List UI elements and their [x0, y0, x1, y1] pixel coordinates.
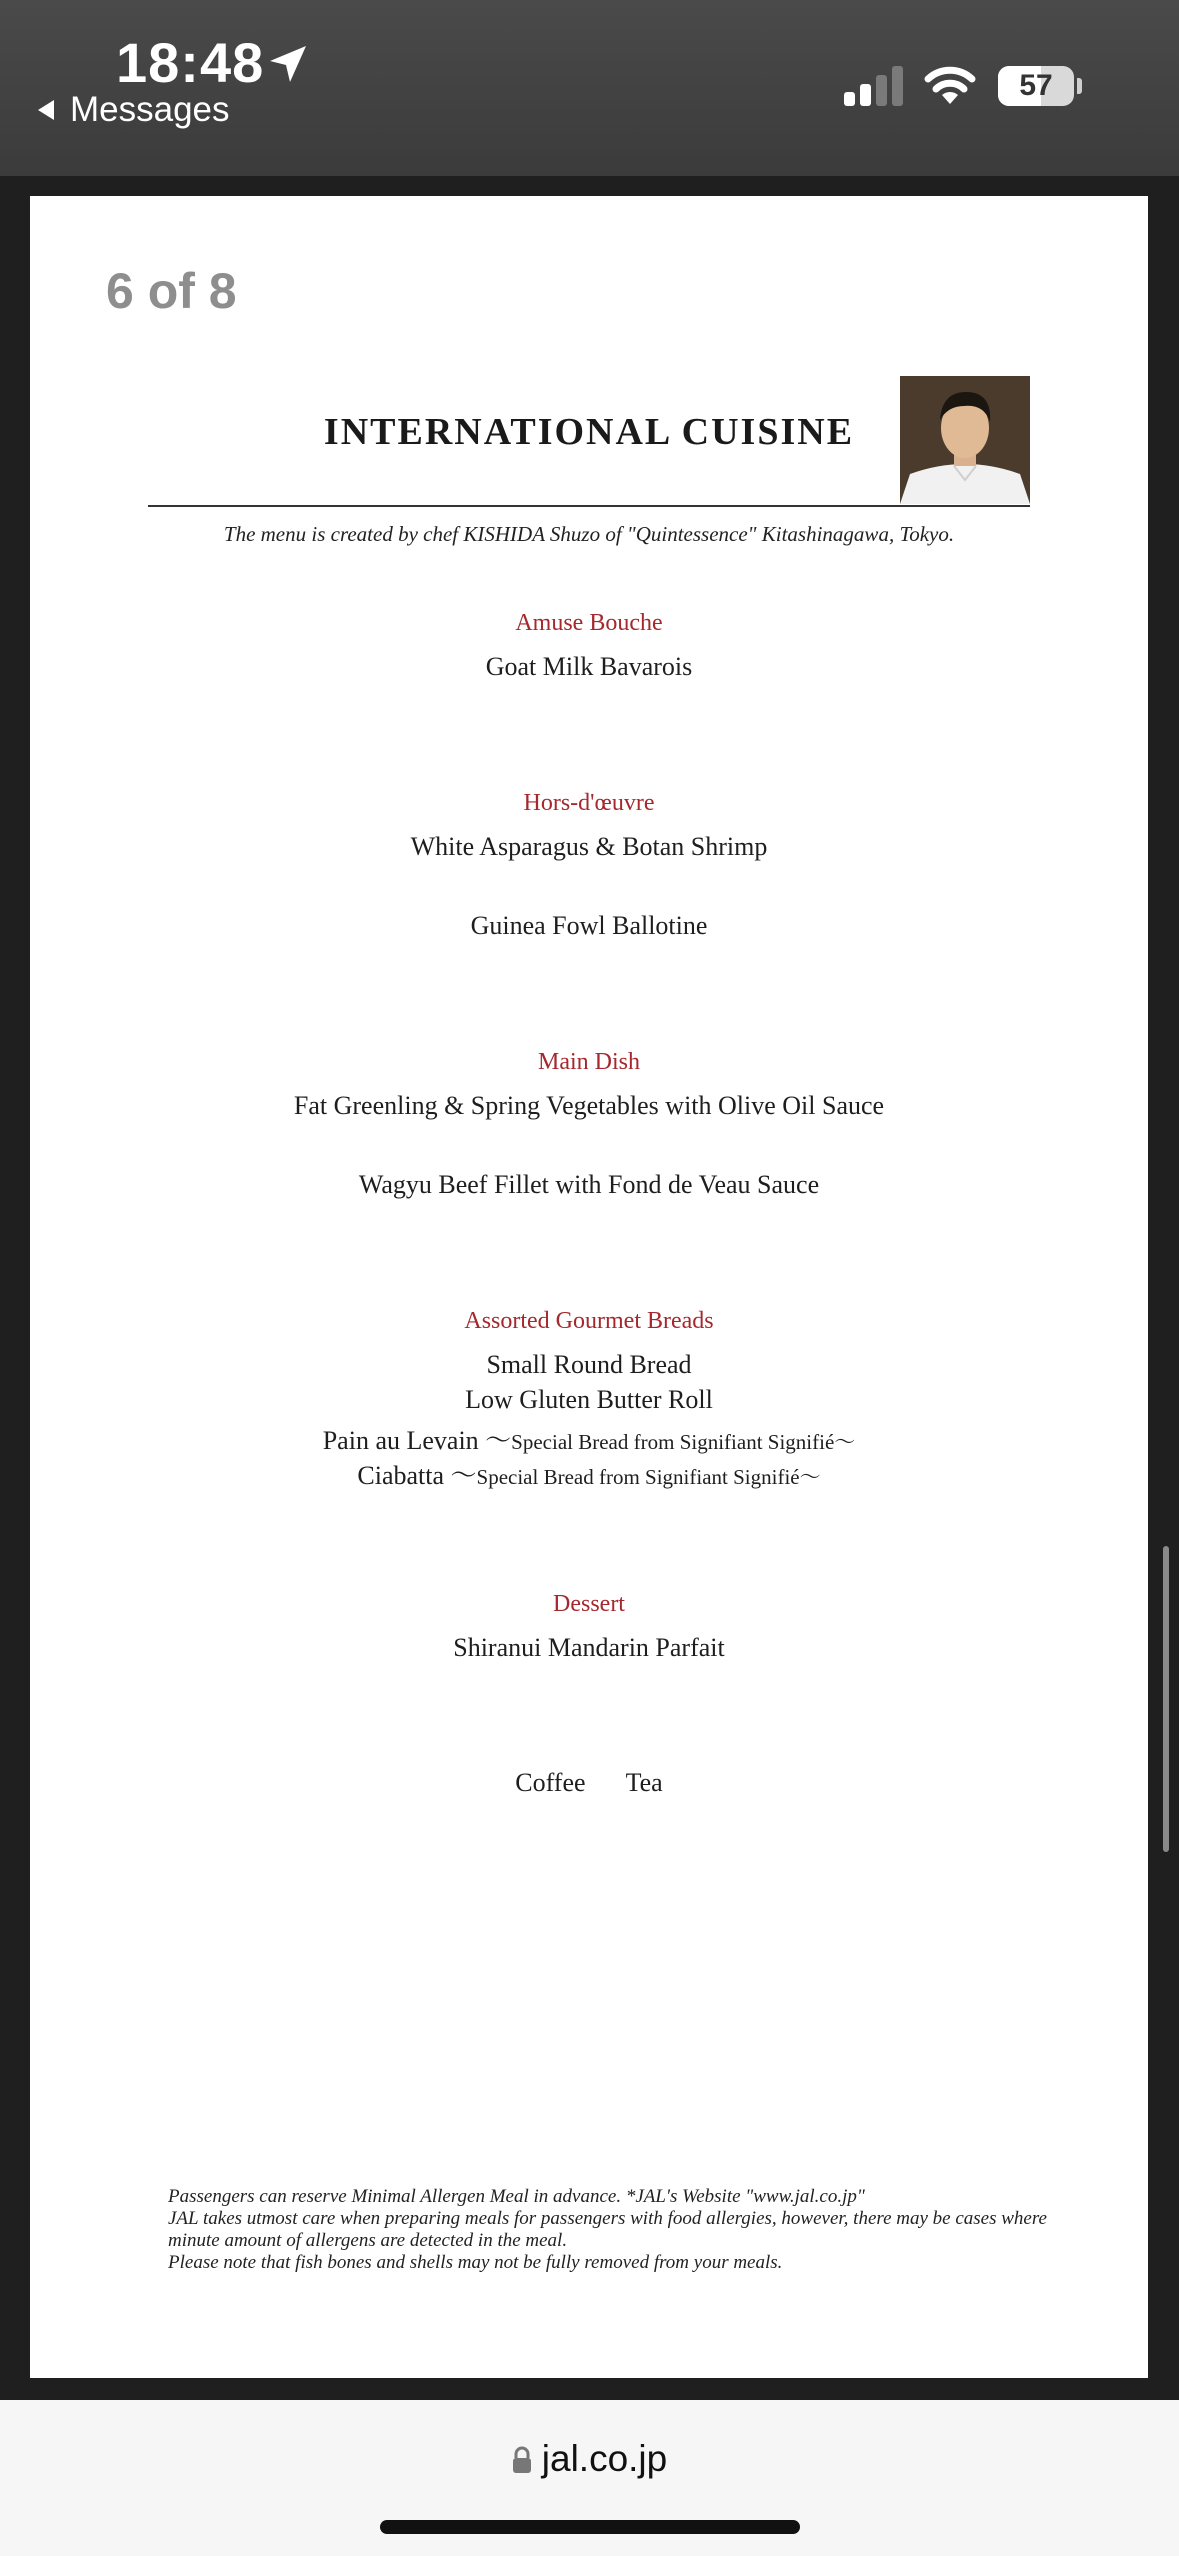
- title-divider: [148, 505, 1030, 507]
- scrollbar-thumb[interactable]: [1163, 1546, 1169, 1852]
- dish-item: Guinea Fowl Ballotine: [470, 911, 708, 940]
- dish-item-ciabatta: [30, 1455, 1148, 1492]
- battery-icon: [998, 66, 1074, 106]
- battery-nub: [1077, 78, 1082, 94]
- status-bar: [0, 0, 1179, 176]
- dish-note: Special Bread from Signifiant Signifié～: [476, 1465, 821, 1489]
- dish-item: Goat Milk Bavarois: [485, 652, 693, 681]
- chef-credit: The menu is created by chef KISHIDA Shuzo of "Quintessence" Kitashinagawa, Tokyo.: [223, 522, 955, 546]
- cellular-signal-icon: [844, 66, 906, 106]
- dish-item: Low Gluten Butter Roll: [465, 1385, 713, 1414]
- wifi-icon: [922, 62, 978, 106]
- browser-bottom-bar: [0, 2400, 1179, 2556]
- home-indicator[interactable]: [380, 2520, 800, 2534]
- location-arrow-icon: [268, 44, 308, 84]
- status-time: 18:48: [116, 31, 265, 94]
- section-heading-dessert: Dessert: [553, 1591, 625, 1617]
- back-link-label: Messages: [70, 90, 230, 129]
- drinks-row: [30, 1768, 1148, 1798]
- dish-name: Ciabatta ～: [357, 1461, 477, 1490]
- dish-item: Small Round Bread: [486, 1350, 692, 1379]
- section-heading-breads: Assorted Gourmet Breads: [464, 1308, 714, 1334]
- menu-document-page: [30, 196, 1148, 2378]
- dish-note: Special Bread from Signifiant Signifié～: [511, 1430, 856, 1454]
- battery-level: 57: [1019, 69, 1053, 102]
- chef-photo: [900, 376, 1030, 504]
- footnote-line: JAL takes utmost care when preparing meals for passengers with food allergies, however, there may be cases where minute amount of allergens are detected in the meal.: [168, 2208, 1047, 2251]
- lock-icon: [512, 2446, 532, 2474]
- dish-item-pain-au-levain: [30, 1420, 1148, 1457]
- dish-item: Fat Greenling & Spring Vegetables with Olive Oil Sauce: [293, 1091, 885, 1120]
- dish-item: Shiranui Mandarin Parfait: [453, 1633, 725, 1662]
- section-heading-main-dish: Main Dish: [538, 1049, 640, 1075]
- dish-item: White Asparagus & Botan Shrimp: [410, 832, 768, 861]
- section-heading-amuse-bouche: Amuse Bouche: [515, 610, 663, 636]
- allergen-footnote: [168, 2186, 1048, 2274]
- address-bar[interactable]: [0, 2438, 1179, 2480]
- drink-item: Coffee: [515, 1768, 586, 1797]
- dish-item: Wagyu Beef Fillet with Fond de Veau Sauce: [358, 1170, 820, 1199]
- url-text: jal.co.jp: [541, 2438, 668, 2479]
- menu-title: INTERNATIONAL CUISINE: [323, 411, 855, 453]
- dish-name: Pain au Levain ～: [322, 1426, 512, 1455]
- drink-item: Tea: [625, 1768, 663, 1797]
- page-indicator: 6 of 8: [106, 263, 237, 319]
- back-to-messages-link[interactable]: [36, 90, 230, 130]
- back-triangle-icon: [36, 99, 56, 121]
- footnote-line: Passengers can reserve Minimal Allergen Meal in advance. *JAL's Website "www.jal.co.jp": [168, 2186, 865, 2207]
- footnote-line: Please note that fish bones and shells may not be fully removed from your meals.: [168, 2252, 783, 2273]
- section-heading-hors-doeuvre: Hors-d'œuvre: [523, 790, 655, 816]
